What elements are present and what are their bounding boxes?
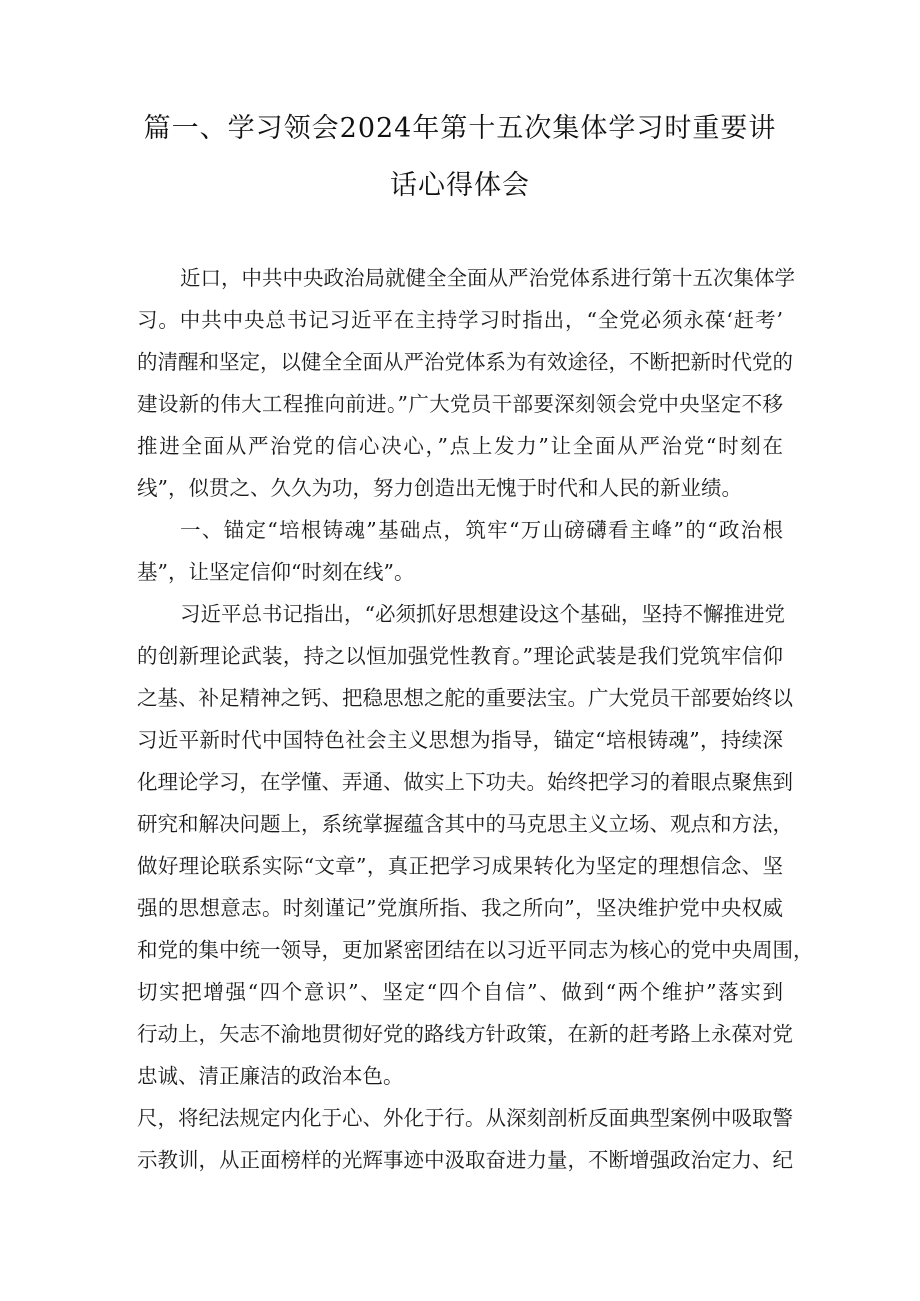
- paragraph-2-line-5: 化理论学习，在学懂、弄通、做实上下功夫。始终把学习的着眼点聚焦到: [137, 770, 793, 794]
- paragraph-2-line-7: 做好理论联系实际“文章”，真正把学习成果转化为坚定的理想信念、坚: [137, 854, 783, 878]
- paragraph-2-line-8: 强的思想意志。时刻谨记”党旗所指、我之所向”，坚决维护党中央权威: [137, 896, 783, 920]
- paragraph-1-line-1: 近口，中共中央政治局就健全全面从严治党体系进行第十五次集体学: [180, 266, 795, 290]
- paragraph-1-line-5: 推进全面从严治党的信心决心，”点上发力”让全面从严治党“时刻在: [137, 434, 783, 458]
- paragraph-3-line-1: 尺，将纪法规定内化于心、外化于行。从深刻剖析反面典型案例中吸取警: [137, 1106, 793, 1130]
- paragraph-1-line-4: 建设新的伟大工程推向前进。”广大党员干部要深刻领会党中央坚定不移: [137, 392, 783, 416]
- paragraph-1-line-6: 线”，似贯之、久久为功，努力创造出无愧于时代和人民的新业绩。: [137, 476, 742, 500]
- paragraph-1-line-3: 的清醒和坚定，以健全全面从严治党体系为有效途径，不断把新时代党的: [137, 350, 793, 374]
- section-heading-line-1: 一、锚定“培根铸魂”基础点，筑牢“万山磅礴看主峰”的“政治根: [180, 518, 783, 542]
- document-title-line-1: 篇一、学习领会2024年第十五次集体学习时重要讲: [143, 113, 777, 144]
- paragraph-2-line-9: 和党的集中统一领导，更加紧密团结在以习近平同志为核心的党中央周围，: [137, 938, 814, 962]
- paragraph-2-line-6: 研究和解决问题上，系统掌握蕴含其中的马克思主义立场、观点和方法，: [137, 812, 793, 836]
- paragraph-3-line-2: 示教训，从正面榜样的光辉事迹中汲取奋进力量，不断增强政治定力、纪: [137, 1148, 793, 1172]
- paragraph-2-line-1: 习近平总书记指出，“必须抓好思想建设这个基础，坚持不懈推进党: [180, 602, 785, 626]
- paragraph-2-line-10: 切实把增强“四个意识”、坚定“四个自信”、做到“两个维护”落实到: [137, 980, 783, 1004]
- paragraph-2-line-12: 忠诚、清正廉洁的政治本色。: [137, 1064, 404, 1088]
- paragraph-2-line-3: 之基、补足精神之钙、把稳思想之舵的重要法宝。广大党员干部要始终以: [137, 686, 793, 710]
- section-heading-line-2: 基”，让坚定信仰“时刻在线”。: [137, 560, 415, 584]
- paragraph-2-line-11: 行动上，矢志不渝地贯彻好党的路线方针政策，在新的赶考路上永葆对党: [137, 1022, 793, 1046]
- document-title-line-2: 话心得体会: [390, 170, 530, 201]
- paragraph-2-line-4: 习近平新时代中国特色社会主义思想为指导，锚定“培根铸魂”，持续深: [137, 728, 783, 752]
- paragraph-2-line-2: 的创新理论武装，持之以恒加强党性教育。”理论武装是我们党筑牢信仰: [137, 644, 783, 668]
- paragraph-1-line-2: 习。中共中央总书记习近平在主持学习时指出，“全党必须永葆‘赶考’: [137, 308, 783, 332]
